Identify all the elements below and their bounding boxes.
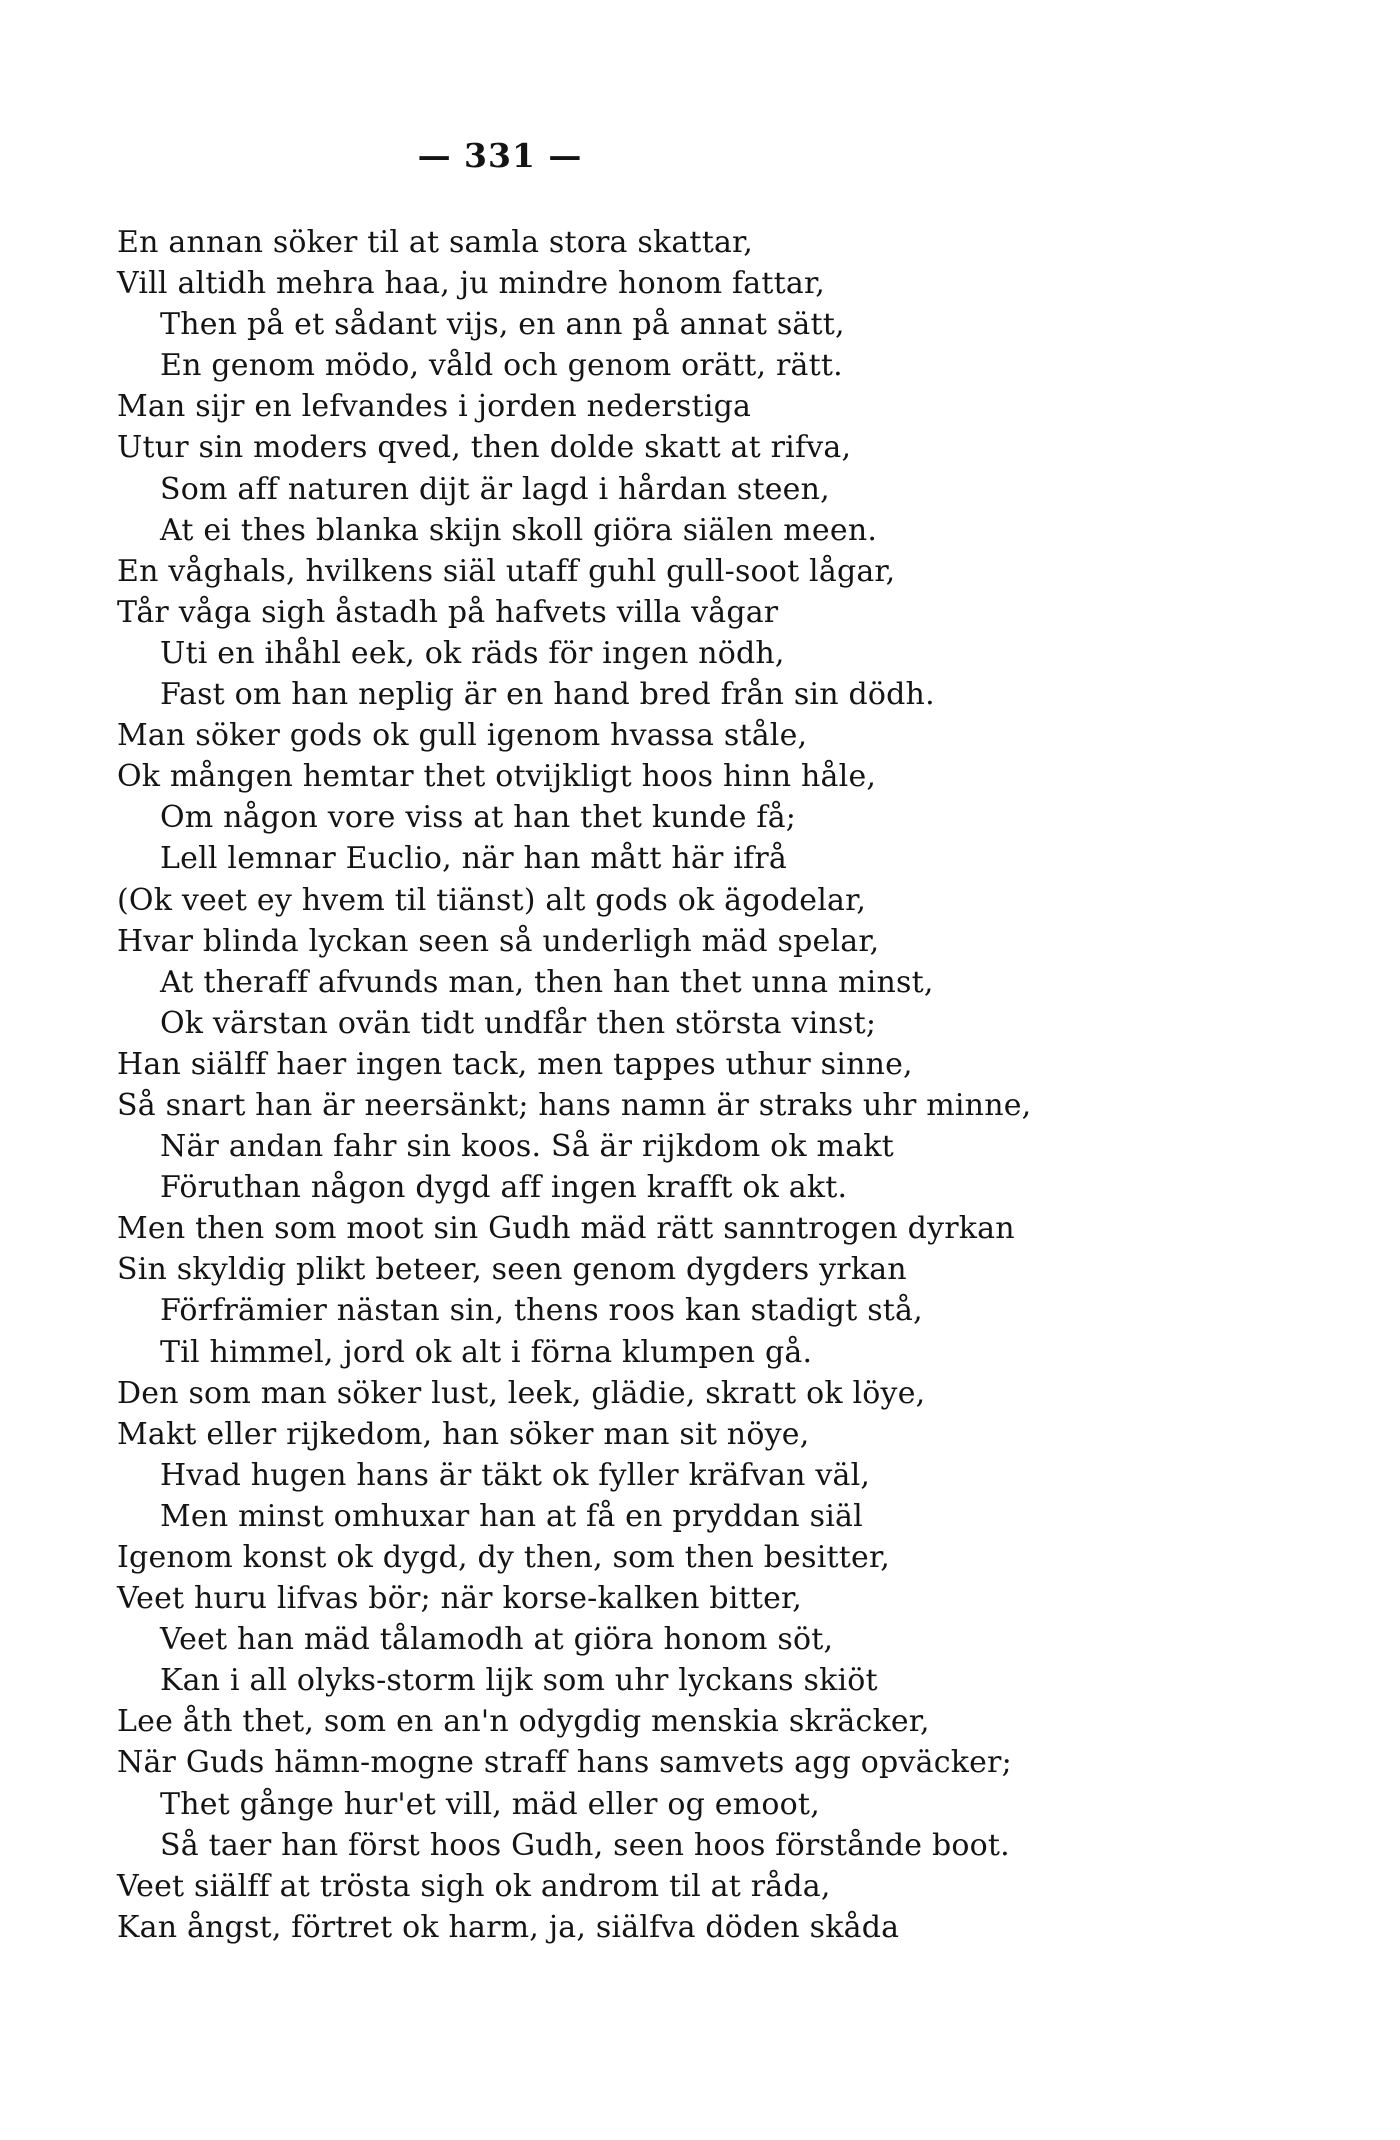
poem-line: Veet siälff at trösta sigh ok androm til at råda,	[117, 1868, 831, 1904]
poem-line: Kan ångst, förtret ok harm, ja, siälfva döden skåda	[117, 1909, 900, 1945]
poem-line: Som aff naturen dijt är lagd i hårdan steen,	[160, 471, 830, 507]
poem-text	[117, 222, 1117, 1948]
poem-line: Fast om han neplig är en hand bred från sin dödh.	[160, 677, 935, 713]
poem-line: At theraff afvunds man, then han thet unna minst,	[160, 964, 934, 1000]
poem-line: Uti en ihåhl eek, ok räds för ingen nödh,	[160, 635, 785, 671]
poem-line: Sin skyldig plikt beteer, seen genom dygders yrkan	[117, 1252, 907, 1288]
poem-line: Förfrämier nästan sin, thens roos kan stadigt stå,	[160, 1293, 923, 1329]
poem-line: Lell lemnar Euclio, när han mått här ifrå	[160, 841, 787, 877]
poem-line: Men then som moot sin Gudh mäd rätt sanntrogen dyrkan	[117, 1211, 1015, 1247]
poem-line: En våghals, hvilkens siäl utaff guhl gull-soot lågar,	[117, 553, 896, 589]
poem-line: Igenom konst ok dygd, dy then, som then besitter,	[117, 1540, 890, 1575]
poem-line: Tår våga sigh åstadh på hafvets villa vågar	[117, 594, 779, 630]
poem-line: När Guds hämn-mogne straff hans samvets agg opväcker;	[117, 1745, 1012, 1781]
poem-line: Veet han mäd tålamodh at giöra honom söt,	[160, 1622, 834, 1658]
poem-line: Utur sin moders qved, then dolde skatt at rifva,	[117, 430, 852, 466]
poem-line: Man söker gods ok gull igenom hvassa ståle,	[117, 718, 808, 754]
poem-line: Men minst omhuxar han at få en pryddan siäl	[160, 1498, 863, 1534]
poem-line: Then på et sådant vijs, en ann på annat sätt,	[160, 307, 845, 343]
poem-line: Den som man söker lust, leek, glädie, skratt ok löye,	[117, 1375, 926, 1411]
poem-line: Veet huru lifvas bör; när korse-kalken bitter,	[117, 1581, 803, 1617]
poem-line: Föruthan någon dygd aff ingen krafft ok akt.	[160, 1170, 848, 1206]
poem-line: Han siälff haer ingen tack, men tappes uthur sinne,	[117, 1046, 913, 1082]
poem-line: Hvar blinda lyckan seen så underligh mäd spelar,	[117, 923, 880, 959]
poem-line: Så snart han är neersänkt; hans namn är straks uhr minne,	[117, 1087, 1032, 1123]
poem-line: En genom mödo, våld och genom orätt, rätt.	[160, 348, 843, 384]
poem-line: Thet gånge hur'et vill, mäd eller og emoot,	[160, 1786, 820, 1822]
page-number: — 331 —	[417, 136, 583, 175]
poem-line: Vill altidh mehra haa, ju mindre honom fattar,	[117, 266, 825, 302]
poem-line: Lee åth thet, som en an'n odygdig menskia skräcker,	[117, 1704, 930, 1740]
poem-line: En annan söker til at samla stora skattar,	[117, 225, 754, 260]
poem-line: När andan fahr sin koos. Så är rijkdom ok makt	[160, 1129, 894, 1165]
poem-line: Makt eller rijkedom, han söker man sit nöye,	[117, 1416, 810, 1452]
poem-line: Kan i all olyks-storm lijk som uhr lyckans skiöt	[160, 1663, 878, 1699]
poem-line: Om någon vore viss at han thet kunde få;	[160, 800, 797, 836]
poem-line: (Ok veet ey hvem til tiänst) alt gods ok ägodelar,	[117, 882, 867, 918]
poem-line: Så taer han först hoos Gudh, seen hoos förstånde boot.	[160, 1827, 1010, 1863]
poem-line: At ei thes blanka skijn skoll giöra siälen meen.	[160, 512, 878, 548]
poem-line: Man sijr en lefvandes i jorden nederstiga	[117, 389, 752, 425]
poem-line: Hvad hugen hans är täkt ok fyller kräfvan väl,	[160, 1457, 871, 1493]
poem-line: Ok mången hemtar thet otvijkligt hoos hinn håle,	[117, 759, 877, 795]
poem-line: Til himmel, jord ok alt i förna klumpen gå.	[160, 1334, 813, 1370]
poem-line: Ok värstan ovän tidt undfår then största vinst;	[160, 1005, 877, 1041]
